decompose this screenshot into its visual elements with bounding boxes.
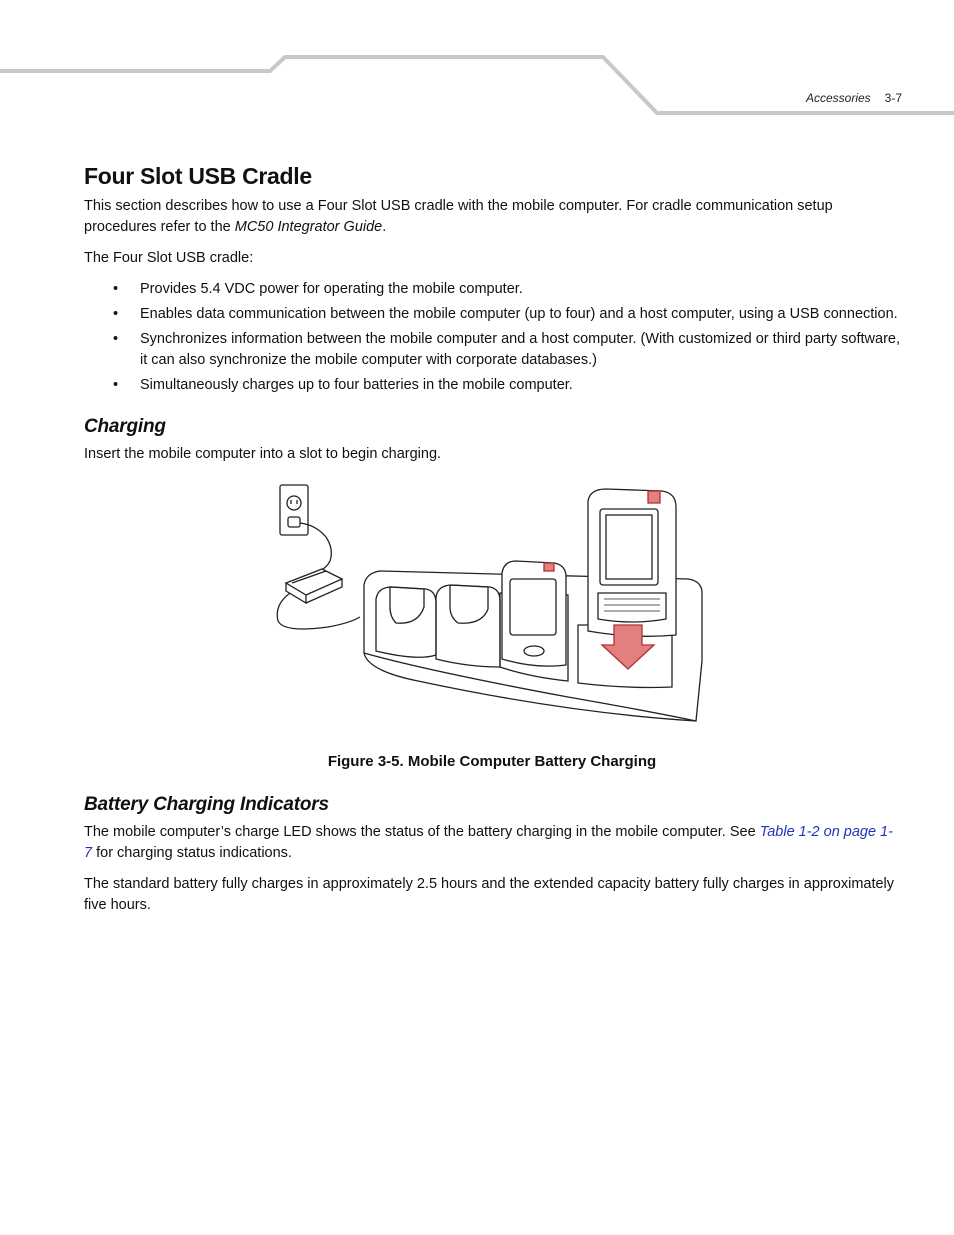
guide-reference: MC50 Integrator Guide: [234, 219, 383, 235]
cradle-figure: [84, 475, 900, 737]
mobile-computer-large-icon: [588, 489, 676, 636]
indicators-paragraph-1: [84, 822, 900, 864]
list-item-text: Simultaneously charges up to four batteries in the mobile computer.: [140, 377, 573, 393]
bullet-glyph: •: [113, 306, 119, 322]
feature-list: [84, 279, 900, 396]
list-item: [84, 329, 900, 371]
list-item: [84, 304, 900, 325]
wall-outlet-icon: [280, 485, 308, 535]
section-name: Accessories: [805, 91, 871, 105]
indicators-text: The mobile computer’s charge LED shows the status of the battery charging in the mobile computer. See: [84, 824, 760, 840]
lead-text: The Four Slot USB cradle:: [84, 250, 254, 266]
intro-text: This section describes how to use a Four Slot USB cradle with the mobile computer. For cradle communication setup procedures refer to the: [84, 198, 833, 235]
indicators-text-end: for charging status indications.: [92, 845, 292, 861]
figure-caption: Figure 3-5. Mobile Computer Battery Charging: [327, 753, 657, 770]
cradle-illustration: [268, 475, 718, 737]
list-item: [84, 279, 900, 300]
charging-text: Insert the mobile computer into a slot to begin charging.: [84, 446, 442, 462]
table-reference-link[interactable]: Table 1-2 on page 1-7: [84, 824, 893, 861]
intro-end: .: [382, 219, 387, 235]
header-rule: [0, 0, 954, 130]
list-item-text: Provides 5.4 VDC power for operating the mobile computer.: [140, 281, 523, 297]
running-head: [806, 91, 902, 105]
bullet-glyph: •: [113, 377, 119, 393]
bullet-glyph: •: [113, 281, 119, 297]
mobile-computer-small-icon: [502, 561, 566, 666]
charging-heading: Charging: [84, 416, 166, 437]
indicators-paragraph-2: The standard battery fully charges in approximately 2.5 hours and the extended capacity battery fully charges in approximately five hours.: [84, 876, 895, 913]
list-item: [84, 375, 900, 396]
power-supply-icon: [286, 569, 342, 603]
list-item-text: Enables data communication between the mobile computer (up to four) and a host computer, using a USB connection.: [140, 306, 898, 322]
indicators-heading: Battery Charging Indicators: [84, 794, 329, 815]
bullet-glyph: •: [113, 331, 119, 347]
list-item-text: Synchronizes information between the mobile computer and a host computer. (With customized or third party software, it can also synchronize the mobile computer with corporate databases.): [140, 331, 900, 368]
intro-paragraph: [84, 196, 900, 238]
page-title: Four Slot USB Cradle: [84, 163, 312, 189]
page-number: 3-7: [884, 91, 902, 105]
page-content: [84, 160, 900, 926]
